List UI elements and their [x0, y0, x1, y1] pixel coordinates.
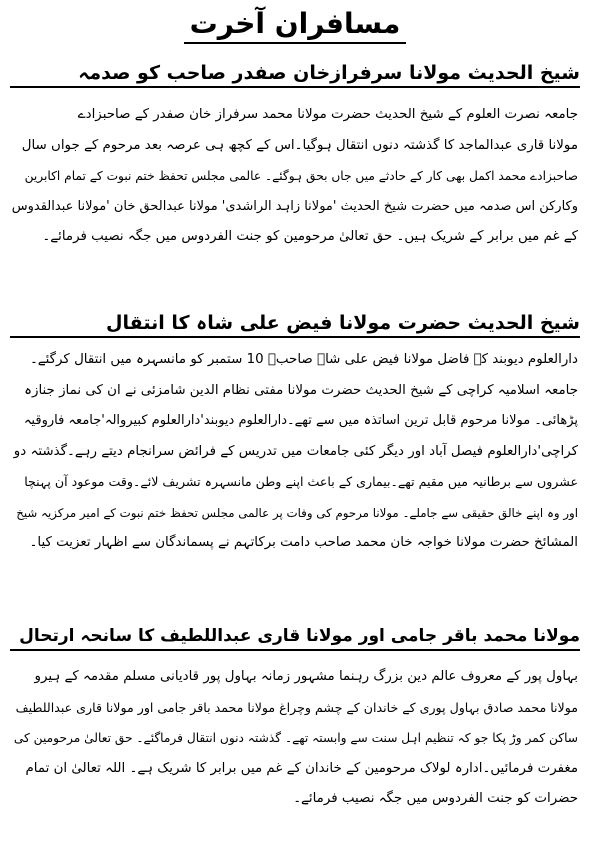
heading-rule	[10, 649, 580, 651]
heading-rule	[10, 336, 580, 338]
text-line: پڑھائی۔ مولانا مرحوم قابل ترین اساتذہ میں سے تھے۔دارالعلوم دیوبند'دارالعلوم کبیروالہ'جامعہ فاروقیہ	[23, 413, 578, 428]
text-line: مولانا قاری عبدالماجد کا گذشتہ دنوں انتقال ہوگیا۔اس کے کچھ ہی عرصہ بعد مرحوم کے جواں سال	[21, 137, 578, 153]
text-line: دارالعلوم دیوبند کے فاضل مولانا فیض علی شاہ صاحبؒ 10 ستمبر کو مانسہرہ میں انتقال کرگئے۔	[29, 352, 578, 367]
heading-rule	[10, 86, 580, 88]
section-body-2	[12, 345, 578, 559]
text-line: المشائخ حضرت مولانا خواجہ خان محمد صاحب دامت برکاتہم نے پسماندگان سے اظہار تعزیت کیا۔	[29, 535, 578, 550]
text-line: مولانا محمد صادق بہاول پوری کے خاندان کے چشم وچراغ مولانا محمد باقر جامی اور مولانا قاری عبداللطیف	[15, 699, 578, 715]
text-line: کراچی'دارالعلوم فیصل آباد اور دیگر کئی جامعات میں تدریس کے فرائض سرانجام دیتے رہے۔گذشتہ دو	[13, 443, 578, 459]
text-line: جامعہ اسلامیہ کراچی کے شیخ الحدیث حضرت مولانا مفتی نظام الدین شامزئی نے ان کی نماز جنازہ	[24, 382, 578, 398]
text-line: اور وہ اپنے خالق حقیقی سے جاملے۔ مولانا مرحوم کی وفات پر عالمی مجلس تحفظ ختم نبوت کے امیر مرکزیہ شیخ	[16, 505, 578, 520]
section-heading-1: شیخ الحدیث مولانا سرفرازخان صفدر صاحب کو صدمہ	[10, 58, 580, 88]
text-line: ساکن کمر وڑ پکا جو کہ تنظیم اہل سنت سے وابستہ تھے۔ گذشتہ دنوں انتقال فرماگئے۔ حق تعالیٰ مرحومین کی	[13, 731, 578, 745]
page-title: مسافران آخرت	[0, 6, 590, 42]
section-heading-2: شیخ الحدیث حضرت مولانا فیض علی شاہ کا انتقال	[10, 308, 580, 338]
section-body-1	[12, 100, 578, 253]
section-body-3	[12, 662, 578, 815]
text-line: کے غم میں برابر کے شریک ہیں۔ حق تعالیٰ مرحومین کو جنت الفردوس میں جگہ نصیب فرمائے۔	[42, 229, 578, 244]
text-line: جامعہ نصرت العلوم کے شیخ الحدیث حضرت مولانا محمد سرفراز خان صفدر کے صاحبزادے	[77, 107, 578, 122]
text-line: بہاول پور کے معروف عالم دین بزرگ رہنما مشہور زمانہ بہاول پور قادیانی مسلم مقدمہ کے ہیرو	[34, 669, 578, 684]
text-line: مغفرت فرمائیں۔ادارہ لولاک مرحومین کے خاندان کے غم میں برابر کا شریک ہے۔ اللہ تعالیٰ ان تمام	[25, 760, 578, 776]
text-line: وکارکن اس صدمہ میں حضرت شیخ الحدیث 'مولانا زاہد الراشدی' مولانا عبدالحق خان 'مولانا عبدالقدوس	[12, 198, 578, 214]
text-line: حضرات کو جنت الفردوس میں جگہ نصیب فرمائے۔	[293, 791, 578, 806]
section-heading-3: مولانا محمد باقر جامی اور مولانا قاری عبداللطیف کا سانحہ ارتحال	[10, 620, 580, 651]
text-line: عشروں سے برطانیہ میں مقیم تھے۔بیماری کے باعث اپنے وطن مانسہرہ تشریف لائے۔وقت موعود آن پہنچا	[24, 474, 578, 489]
text-line: صاحبزادے محمد اکمل بھی کار کے حادثے میں جاں بحق ہوگئے۔ عالمی مجلس تحفظ ختم نبوت کے تمام اکابرین	[24, 169, 578, 183]
